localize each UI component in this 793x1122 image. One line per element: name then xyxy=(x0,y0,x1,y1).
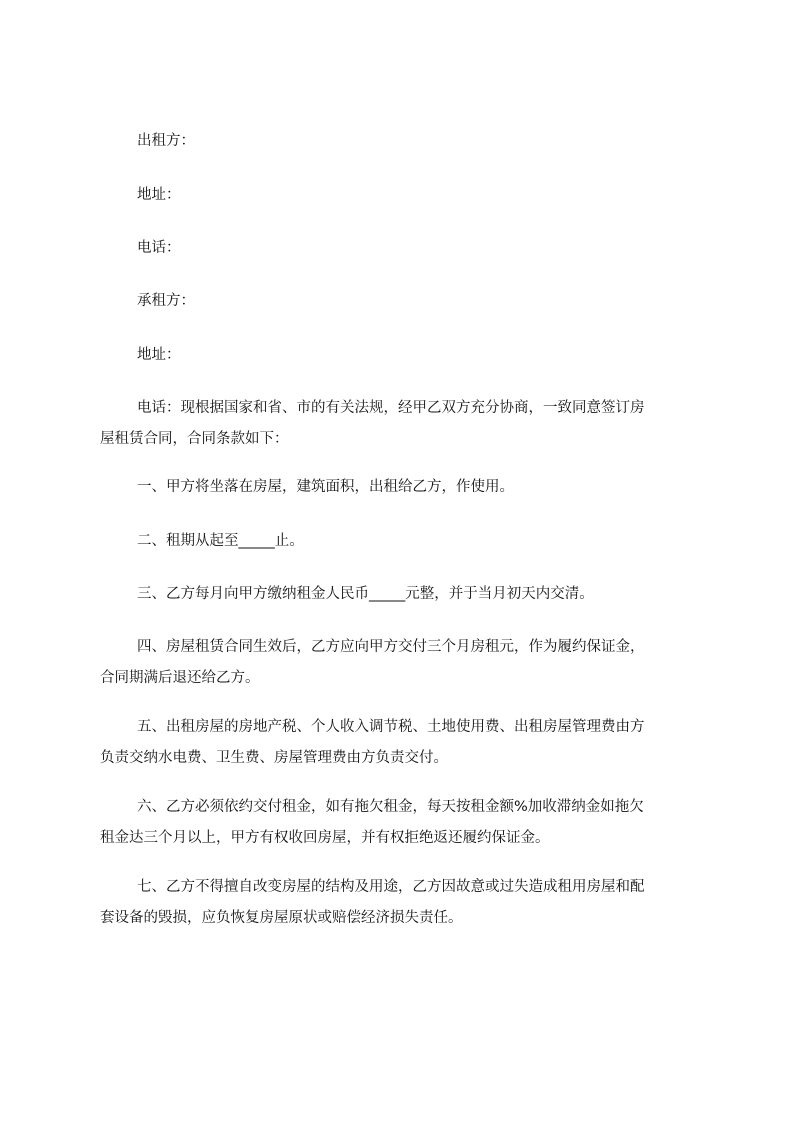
clause-1: 一、甲方将坐落在房屋，建筑面积，出租给乙方，作使用。 xyxy=(137,479,514,495)
lessor-address-label: 地址： xyxy=(137,187,181,203)
clause-2: 二、租期从起至_____止。 xyxy=(137,533,304,549)
clause-6-line-2: 租金达三个月以上，甲方有权收回房屋，并有权拒绝返还履约保证金。 xyxy=(100,830,550,846)
lessor-phone-label: 电话： xyxy=(137,240,181,256)
clause-5-line-2: 负责交纳水电费、卫生费、房屋管理费由方负责交付。 xyxy=(100,750,448,766)
clause-5-line-1: 五、出租房屋的房地产税、个人收入调节税、土地使用费、出租房屋管理费由方 xyxy=(137,719,645,735)
clause-6-line-1: 六、乙方必须依约交付租金，如有拖欠租金，每天按租金额%加收滞纳金如拖欠 xyxy=(137,799,644,815)
lessee-label: 承租方： xyxy=(137,293,195,309)
intro-line-1: 电话：现根据国家和省、市的有关法规，经甲乙双方充分协商，一致同意签订房 xyxy=(137,400,645,416)
clause-7-line-2: 套设备的毁损，应负恢复房屋原状或赔偿经济损失责任。 xyxy=(100,910,463,926)
clause-3: 三、乙方每月向甲方缴纳租金人民币_____元整，并于当月初天内交清。 xyxy=(137,586,594,602)
clause-5 xyxy=(100,712,698,774)
clause-4-line-1: 四、房屋租赁合同生效后，乙方应向甲方交付三个月房租元，作为履约保证金， xyxy=(137,639,645,655)
clause-4 xyxy=(100,632,698,694)
lessor-label: 出租方： xyxy=(137,133,195,149)
clause-6 xyxy=(100,792,698,854)
lessee-address-label: 地址： xyxy=(137,347,181,363)
clause-7-line-1: 七、乙方不得擅自改变房屋的结构及用途，乙方因故意或过失造成租用房屋和配 xyxy=(137,879,645,895)
intro-line-2: 屋租赁合同，合同条款如下： xyxy=(100,431,289,447)
clause-7 xyxy=(100,872,698,934)
clause-4-line-2: 合同期满后退还给乙方。 xyxy=(100,670,260,686)
intro-paragraph xyxy=(100,393,698,455)
